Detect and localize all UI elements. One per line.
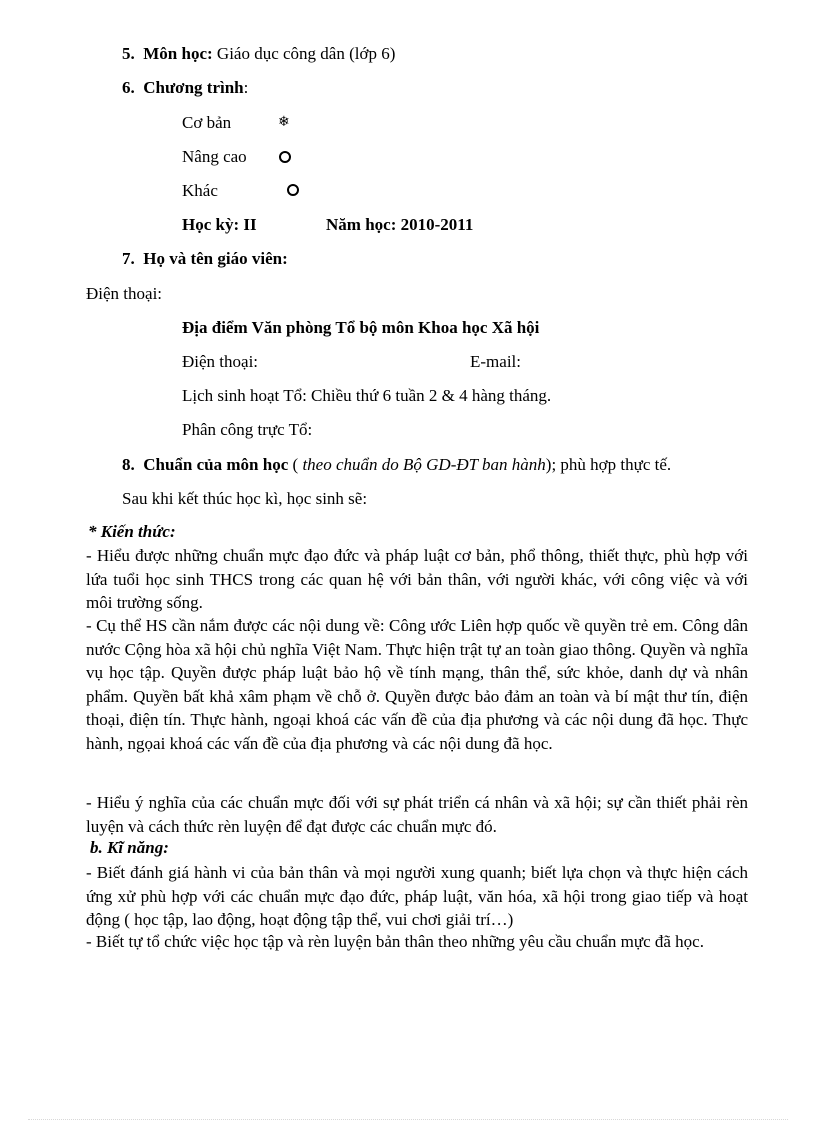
skills-heading — [90, 838, 169, 858]
option-advanced-label: Nâng cao — [182, 147, 247, 166]
section-6-number: 6. — [122, 78, 135, 97]
radio-icon — [287, 179, 299, 199]
radio-advanced-icon — [279, 151, 291, 163]
snowflake-icon — [278, 111, 290, 133]
section-6-colon: : — [243, 78, 249, 97]
section-8 — [122, 455, 671, 475]
skills-item-2: - Biết tự tổ chức việc học tập và rèn luyện bản thân theo những yêu cầu chuẩn mực đã học. — [86, 932, 704, 951]
knowledge-heading — [88, 522, 176, 542]
office-phone: Điện thoại: — [182, 352, 259, 371]
snowflake-glyph: ❄ — [278, 115, 290, 130]
section-5 — [122, 44, 395, 64]
office-duty: Phân công trực Tổ: — [182, 420, 313, 439]
office-title — [182, 318, 539, 338]
option-other — [182, 181, 218, 201]
option-advanced — [182, 147, 247, 167]
section-5-label: Môn học: — [143, 44, 213, 63]
office-email: E-mail: — [470, 352, 521, 371]
semester — [182, 215, 257, 235]
knowledge-item-2: - Cụ thể HS cần nắm được các nội dung về: Công ước Liên hợp quốc về quyền trẻ em. Công dân nước Cộng hòa xã hội chủ nghĩa Việt Nam. Thực hiện trật tự an toàn giao thông. Quyền và nghĩa vụ học tập. Quyền được pháp luật bảo hộ về tính mạng, thân thể, sức khỏe, danh dự và nhân phẩm. Quyền bất khả xâm phạm về chỗ ở. Quyền được bảo đảm an toàn và bí mật thư tín, điện thoại, điện tín. Thực hành, ngoại khoá các vấn đề của địa phương và các nội dung đã học. Thực hành, ngọai khoá các vấn đề của địa phương và các nội dung đã học. — [86, 616, 748, 753]
knowledge-item-3: - Hiểu ý nghĩa của các chuẩn mực đối với sự phát triển cá nhân và xã hội; sự cần thiết phải rèn luyện và cách thức rèn luyện để đạt được các chuẩn mực đó. — [86, 793, 748, 836]
option-basic-label: Cơ bản — [182, 113, 232, 132]
section-6-label: Chương trình — [143, 78, 244, 97]
knowledge-item-1: - Hiểu được những chuẩn mực đạo đức và pháp luật cơ bản, phổ thông, thiết thực, phù hợp với lứa tuổi học sinh THCS trong các quan hệ với bản thân, với người khác, với công việc và với môi trường sống. — [86, 546, 748, 612]
intro-text: Sau khi kết thúc học kì, học sinh sẽ: — [122, 489, 368, 508]
section-7-label: Họ và tên giáo viên: — [143, 249, 288, 268]
skills-heading-text: b. Kĩ năng: — [90, 838, 169, 857]
school-year-label: Năm học: 2010-2011 — [326, 215, 474, 234]
section-8-open: ( — [288, 455, 303, 474]
option-basic — [182, 113, 231, 133]
phone-label: Điện thoại: — [86, 284, 163, 303]
page-bottom-divider — [28, 1119, 788, 1120]
section-6 — [122, 78, 248, 98]
skills-item-1: - Biết đánh giá hành vi của bản thân và mọi người xung quanh; biết lựa chọn và thực hiện cách ứng xử phù hợp với các chuẩn mực đạo đức, pháp luật, văn hóa, xã hội trong giao tiếp và hoạt động ( học tập, lao động, hoạt động tập thể, vui chơi giải trí…) — [86, 863, 748, 929]
section-8-label: Chuẩn của môn học — [143, 455, 289, 474]
section-5-number: 5. — [122, 44, 135, 63]
office-title-text: Địa điểm Văn phòng Tổ bộ môn Khoa học Xã hội — [182, 318, 540, 337]
radio-other-icon — [287, 184, 299, 196]
school-year — [326, 215, 473, 235]
section-8-close: ); phù hợp thực tế. — [545, 455, 672, 474]
semester-label: Học kỳ: II — [182, 215, 257, 234]
knowledge-heading-text: * Kiến thức: — [88, 522, 176, 541]
radio-icon — [279, 146, 291, 166]
option-other-label: Khác — [182, 181, 218, 200]
section-5-value: Giáo dục công dân (lớp 6) — [216, 44, 396, 63]
office-schedule: Lịch sinh hoạt Tổ: Chiều thứ 6 tuần 2 & 4 hàng tháng. — [182, 386, 552, 405]
section-8-italic-note: theo chuẩn do Bộ GD-ĐT ban hành — [302, 455, 546, 474]
section-7-number: 7. — [122, 249, 135, 268]
section-7 — [122, 249, 288, 269]
section-8-number: 8. — [122, 455, 135, 474]
